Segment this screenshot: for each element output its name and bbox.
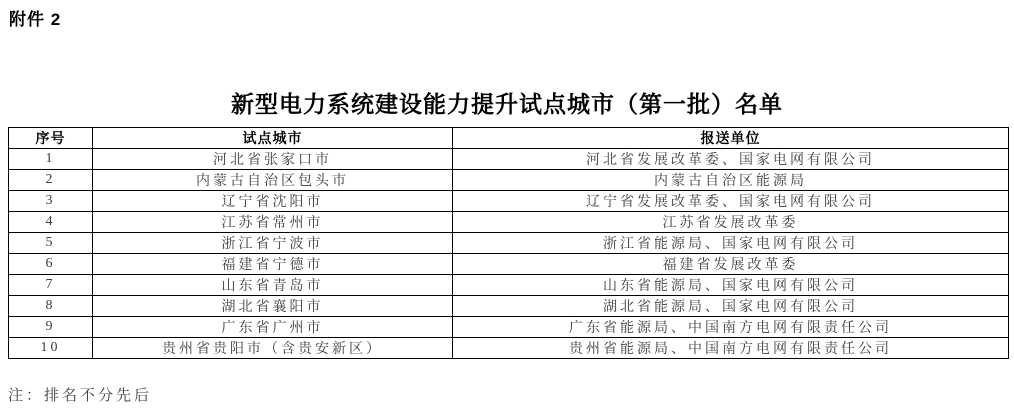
column-header-no: 序号 [9, 128, 93, 149]
cell-unit: 内蒙古自治区能源局 [453, 170, 1009, 191]
cell-no: 6 [9, 254, 93, 275]
table-row [9, 254, 1009, 275]
table-header [9, 128, 1009, 149]
cell-unit: 湖北省能源局、国家电网有限公司 [453, 296, 1009, 317]
column-header-unit: 报送单位 [453, 128, 1009, 149]
cell-no: 7 [9, 275, 93, 296]
column-header-city: 试点城市 [93, 128, 453, 149]
cell-city: 辽宁省沈阳市 [93, 191, 453, 212]
table-body [9, 149, 1009, 359]
table-row [9, 233, 1009, 254]
table-row [9, 212, 1009, 233]
cell-no: 4 [9, 212, 93, 233]
cell-unit: 贵州省能源局、中国南方电网有限责任公司 [453, 338, 1009, 359]
table-row [9, 275, 1009, 296]
cell-unit: 江苏省发展改革委 [453, 212, 1009, 233]
cell-no: 1 [9, 149, 93, 170]
cell-city: 湖北省襄阳市 [93, 296, 453, 317]
cell-unit: 河北省发展改革委、国家电网有限公司 [453, 149, 1009, 170]
table-row [9, 338, 1009, 359]
pilot-city-table [8, 127, 1009, 359]
table-row [9, 296, 1009, 317]
cell-city: 内蒙古自治区包头市 [93, 170, 453, 191]
cell-no: 3 [9, 191, 93, 212]
cell-no: 8 [9, 296, 93, 317]
cell-city: 山东省青岛市 [93, 275, 453, 296]
cell-unit: 浙江省能源局、国家电网有限公司 [453, 233, 1009, 254]
cell-no: 10 [9, 338, 93, 359]
table-header-row [9, 128, 1009, 149]
footnote: 注：排名不分先后 [8, 388, 153, 404]
cell-unit: 山东省能源局、国家电网有限公司 [453, 275, 1009, 296]
cell-no: 2 [9, 170, 93, 191]
cell-city: 河北省张家口市 [93, 149, 453, 170]
cell-no: 9 [9, 317, 93, 338]
cell-unit: 福建省发展改革委 [453, 254, 1009, 275]
table-row [9, 149, 1009, 170]
cell-city: 贵州省贵阳市（含贵安新区） [93, 338, 453, 359]
cell-city: 江苏省常州市 [93, 212, 453, 233]
attachment-label: 附件 2 [9, 10, 62, 29]
cell-unit: 广东省能源局、中国南方电网有限责任公司 [453, 317, 1009, 338]
table-row [9, 170, 1009, 191]
page-title: 新型电力系统建设能力提升试点城市（第一批）名单 [231, 91, 783, 117]
table-row [9, 317, 1009, 338]
cell-no: 5 [9, 233, 93, 254]
cell-city: 浙江省宁波市 [93, 233, 453, 254]
cell-unit: 辽宁省发展改革委、国家电网有限公司 [453, 191, 1009, 212]
table-row [9, 191, 1009, 212]
cell-city: 广东省广州市 [93, 317, 453, 338]
cell-city: 福建省宁德市 [93, 254, 453, 275]
